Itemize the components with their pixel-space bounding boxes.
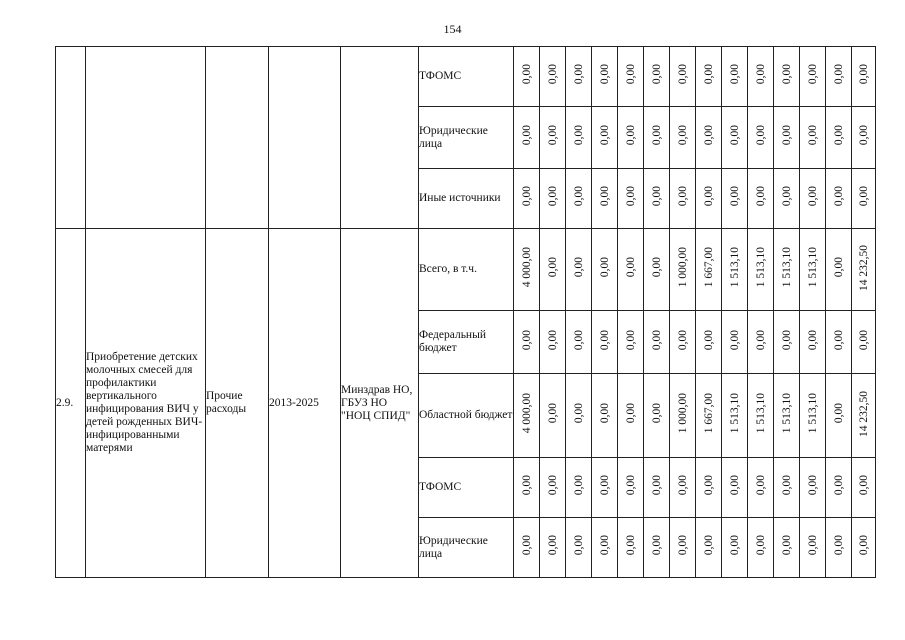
value-cell (748, 169, 774, 229)
value-cell (514, 107, 540, 169)
value-cell (696, 169, 722, 229)
value-text: 0,00 (546, 475, 559, 496)
value-text: 0,00 (624, 403, 637, 424)
value-text: 1 513,10 (754, 247, 767, 288)
value-text: 1 513,10 (728, 247, 741, 288)
value-text: 0,00 (857, 475, 870, 496)
value-cell (644, 229, 670, 311)
value-cell (774, 229, 800, 311)
value-text: 1 513,10 (806, 247, 819, 288)
value-cell (696, 47, 722, 107)
value-text: 0,00 (520, 64, 533, 85)
value-cell (592, 374, 618, 458)
value-text: 0,00 (650, 125, 663, 146)
value-text: 0,00 (598, 535, 611, 556)
value-text: 0,00 (806, 475, 819, 496)
value-cell (670, 169, 696, 229)
value-text: 0,00 (857, 535, 870, 556)
value-cell (644, 518, 670, 578)
value-cell (696, 458, 722, 518)
value-cell (540, 311, 566, 374)
value-text: 0,00 (650, 257, 663, 278)
value-cell (514, 518, 540, 578)
value-text: 0,00 (806, 125, 819, 146)
value-text: 0,00 (650, 475, 663, 496)
executor-cell (341, 47, 419, 229)
value-cell (514, 169, 540, 229)
value-cell (540, 374, 566, 458)
value-cell (566, 229, 592, 311)
value-text: 0,00 (676, 64, 689, 85)
value-cell (748, 229, 774, 311)
value-text: 0,00 (650, 403, 663, 424)
value-text: 0,00 (832, 186, 845, 207)
value-cell (540, 169, 566, 229)
value-text: 0,00 (572, 64, 585, 85)
value-cell (774, 374, 800, 458)
value-text: 0,00 (702, 125, 715, 146)
value-cell (696, 518, 722, 578)
source-label: Юридические лица (419, 518, 514, 578)
value-text: 0,00 (598, 403, 611, 424)
source-label: ТФОМС (419, 458, 514, 518)
value-text: 0,00 (806, 64, 819, 85)
value-text: 0,00 (624, 125, 637, 146)
value-cell (800, 107, 826, 169)
value-cell (800, 169, 826, 229)
value-text: 1 513,10 (754, 393, 767, 434)
value-cell (644, 107, 670, 169)
value-text: 0,00 (624, 329, 637, 351)
value-cell (696, 374, 722, 458)
value-cell (540, 107, 566, 169)
value-text: 0,00 (676, 329, 689, 351)
value-cell (566, 458, 592, 518)
value-cell (618, 458, 644, 518)
value-cell (644, 458, 670, 518)
value-cell (852, 518, 876, 578)
value-text: 0,00 (546, 535, 559, 556)
value-cell (800, 458, 826, 518)
value-text: 0,00 (780, 475, 793, 496)
value-cell (618, 47, 644, 107)
value-cell (748, 458, 774, 518)
value-cell (618, 311, 644, 374)
value-text: 14 232,50 (857, 244, 870, 291)
value-text: 0,00 (624, 475, 637, 496)
value-cell (852, 169, 876, 229)
value-text: 0,00 (857, 125, 870, 146)
table-row (56, 47, 876, 107)
value-cell (722, 311, 748, 374)
value-cell (592, 169, 618, 229)
value-cell (592, 107, 618, 169)
value-text: 0,00 (832, 64, 845, 85)
value-text: 0,00 (572, 186, 585, 207)
value-cell (540, 458, 566, 518)
value-text: 0,00 (754, 125, 767, 146)
value-text: 0,00 (780, 329, 793, 351)
value-text: 4 000,00 (520, 393, 533, 434)
value-text: 0,00 (832, 257, 845, 278)
table-row (56, 229, 876, 311)
value-cell (566, 374, 592, 458)
value-text: 1 513,10 (780, 247, 793, 288)
value-cell (826, 458, 852, 518)
value-text: 0,00 (572, 257, 585, 278)
value-text: 0,00 (676, 186, 689, 207)
value-text: 0,00 (780, 186, 793, 207)
value-cell (670, 374, 696, 458)
value-text: 0,00 (598, 329, 611, 351)
value-text: 0,00 (676, 535, 689, 556)
value-text: 0,00 (754, 64, 767, 85)
value-text: 0,00 (702, 535, 715, 556)
value-cell (722, 169, 748, 229)
value-text: 1 513,10 (806, 393, 819, 434)
value-text: 0,00 (857, 186, 870, 207)
value-cell (722, 458, 748, 518)
funding-table (55, 46, 876, 578)
value-text: 0,00 (650, 64, 663, 85)
value-text: 0,00 (728, 125, 741, 146)
value-cell (852, 47, 876, 107)
value-cell (592, 229, 618, 311)
value-cell (852, 229, 876, 311)
value-text: 0,00 (728, 329, 741, 351)
value-cell (852, 374, 876, 458)
value-cell (826, 169, 852, 229)
value-text: 0,00 (520, 186, 533, 207)
value-cell (592, 458, 618, 518)
value-cell (644, 47, 670, 107)
value-cell (722, 229, 748, 311)
value-cell (800, 47, 826, 107)
source-label: Областной бюджет (419, 374, 514, 458)
value-cell (748, 311, 774, 374)
value-cell (540, 47, 566, 107)
value-cell (618, 229, 644, 311)
value-text: 1 513,10 (728, 393, 741, 434)
value-cell (748, 47, 774, 107)
value-text: 0,00 (572, 329, 585, 351)
source-label: Иные источники (419, 169, 514, 229)
value-text: 0,00 (676, 475, 689, 496)
value-text: 1 000,00 (676, 393, 689, 434)
value-cell (514, 229, 540, 311)
value-cell (670, 518, 696, 578)
value-cell (540, 518, 566, 578)
value-cell (800, 311, 826, 374)
value-text: 14 232,50 (857, 390, 870, 437)
value-cell (644, 374, 670, 458)
item-number: 2.9. (56, 229, 86, 578)
value-cell (670, 229, 696, 311)
value-cell (670, 107, 696, 169)
value-cell (696, 311, 722, 374)
value-cell (826, 229, 852, 311)
value-text: 0,00 (832, 329, 845, 351)
value-cell (774, 107, 800, 169)
source-label: ТФОМС (419, 47, 514, 107)
value-text: 0,00 (754, 186, 767, 207)
type-cell (206, 47, 269, 229)
value-cell (670, 311, 696, 374)
value-text: 0,00 (728, 535, 741, 556)
value-cell (696, 107, 722, 169)
value-text: 0,00 (624, 535, 637, 556)
value-text: 0,00 (546, 257, 559, 278)
value-text: 0,00 (754, 329, 767, 351)
value-text: 0,00 (728, 64, 741, 85)
value-cell (618, 518, 644, 578)
value-cell (566, 169, 592, 229)
value-text: 0,00 (572, 125, 585, 146)
value-cell (722, 518, 748, 578)
value-cell (852, 107, 876, 169)
value-text: 0,00 (546, 403, 559, 424)
value-cell (722, 47, 748, 107)
value-text: 0,00 (832, 403, 845, 424)
value-cell (592, 47, 618, 107)
value-cell (670, 47, 696, 107)
value-text: 0,00 (728, 186, 741, 207)
executor: Минздрав НО, ГБУЗ НО "НОЦ СПИД" (341, 229, 419, 578)
value-cell (800, 518, 826, 578)
value-text: 0,00 (806, 535, 819, 556)
value-cell (696, 229, 722, 311)
value-text: 0,00 (702, 64, 715, 85)
value-cell (722, 107, 748, 169)
item-name: Приобретение детских молочных смесей для профилактики вертикального инфицирования ВИЧ у детей рожденных ВИЧ-инфицированными матерями (86, 229, 206, 578)
value-cell (618, 107, 644, 169)
period: 2013-2025 (269, 229, 341, 578)
value-cell (566, 311, 592, 374)
value-text: 0,00 (702, 475, 715, 496)
value-cell (566, 518, 592, 578)
value-cell (774, 169, 800, 229)
value-cell (826, 311, 852, 374)
value-text: 0,00 (598, 257, 611, 278)
value-text: 0,00 (520, 535, 533, 556)
value-cell (566, 47, 592, 107)
value-cell (748, 518, 774, 578)
value-text: 1 000,00 (676, 247, 689, 288)
period-cell (269, 47, 341, 229)
value-text: 0,00 (832, 475, 845, 496)
value-text: 0,00 (624, 257, 637, 278)
value-text: 0,00 (546, 186, 559, 207)
value-text: 0,00 (624, 186, 637, 207)
value-text: 0,00 (857, 64, 870, 85)
value-text: 0,00 (832, 535, 845, 556)
value-text: 0,00 (598, 186, 611, 207)
source-label: Федеральный бюджет (419, 311, 514, 374)
value-cell (540, 229, 566, 311)
value-text: 0,00 (780, 64, 793, 85)
value-cell (852, 311, 876, 374)
value-cell (774, 518, 800, 578)
value-text: 0,00 (728, 475, 741, 496)
value-text: 0,00 (754, 475, 767, 496)
value-text: 0,00 (520, 125, 533, 146)
value-text: 0,00 (546, 64, 559, 85)
value-cell (592, 311, 618, 374)
value-text: 0,00 (598, 475, 611, 496)
value-text: 0,00 (754, 535, 767, 556)
name-cell (86, 47, 206, 229)
value-text: 0,00 (650, 329, 663, 351)
value-cell (774, 47, 800, 107)
value-text: 1 667,00 (702, 247, 715, 288)
value-text: 0,00 (806, 329, 819, 351)
value-cell (566, 107, 592, 169)
value-text: 1 513,10 (780, 393, 793, 434)
value-text: 0,00 (598, 125, 611, 146)
value-text: 0,00 (650, 186, 663, 207)
value-text: 0,00 (780, 125, 793, 146)
value-cell (618, 374, 644, 458)
value-cell (514, 374, 540, 458)
value-cell (800, 374, 826, 458)
value-text: 0,00 (806, 186, 819, 207)
value-cell (826, 47, 852, 107)
value-cell (644, 311, 670, 374)
value-text: 1 667,00 (702, 393, 715, 434)
value-text: 0,00 (598, 64, 611, 85)
value-cell (592, 518, 618, 578)
source-label: Всего, в т.ч. (419, 229, 514, 311)
value-text: 0,00 (650, 535, 663, 556)
value-text: 0,00 (520, 329, 533, 351)
value-cell (722, 374, 748, 458)
value-text: 4 000,00 (520, 247, 533, 288)
value-cell (514, 458, 540, 518)
value-text: 0,00 (572, 535, 585, 556)
value-text: 0,00 (546, 329, 559, 351)
value-cell (748, 107, 774, 169)
value-text: 0,00 (832, 125, 845, 146)
value-cell (852, 458, 876, 518)
number-cell (56, 47, 86, 229)
value-text: 0,00 (624, 64, 637, 85)
value-cell (826, 518, 852, 578)
value-text: 0,00 (676, 125, 689, 146)
value-text: 0,00 (520, 475, 533, 496)
value-cell (826, 107, 852, 169)
value-text: 0,00 (702, 329, 715, 351)
value-text: 0,00 (857, 329, 870, 351)
value-text: 0,00 (780, 535, 793, 556)
page-number: 154 (443, 22, 462, 36)
expense-type: Прочие расходы (206, 229, 269, 578)
value-cell (514, 47, 540, 107)
source-label: Юридические лица (419, 107, 514, 169)
value-cell (514, 311, 540, 374)
value-cell (774, 311, 800, 374)
value-cell (618, 169, 644, 229)
value-text: 0,00 (702, 186, 715, 207)
value-cell (800, 229, 826, 311)
value-text: 0,00 (546, 125, 559, 146)
value-text: 0,00 (572, 475, 585, 496)
value-text: 0,00 (572, 403, 585, 424)
value-cell (826, 374, 852, 458)
value-cell (644, 169, 670, 229)
value-cell (670, 458, 696, 518)
value-cell (774, 458, 800, 518)
value-cell (748, 374, 774, 458)
